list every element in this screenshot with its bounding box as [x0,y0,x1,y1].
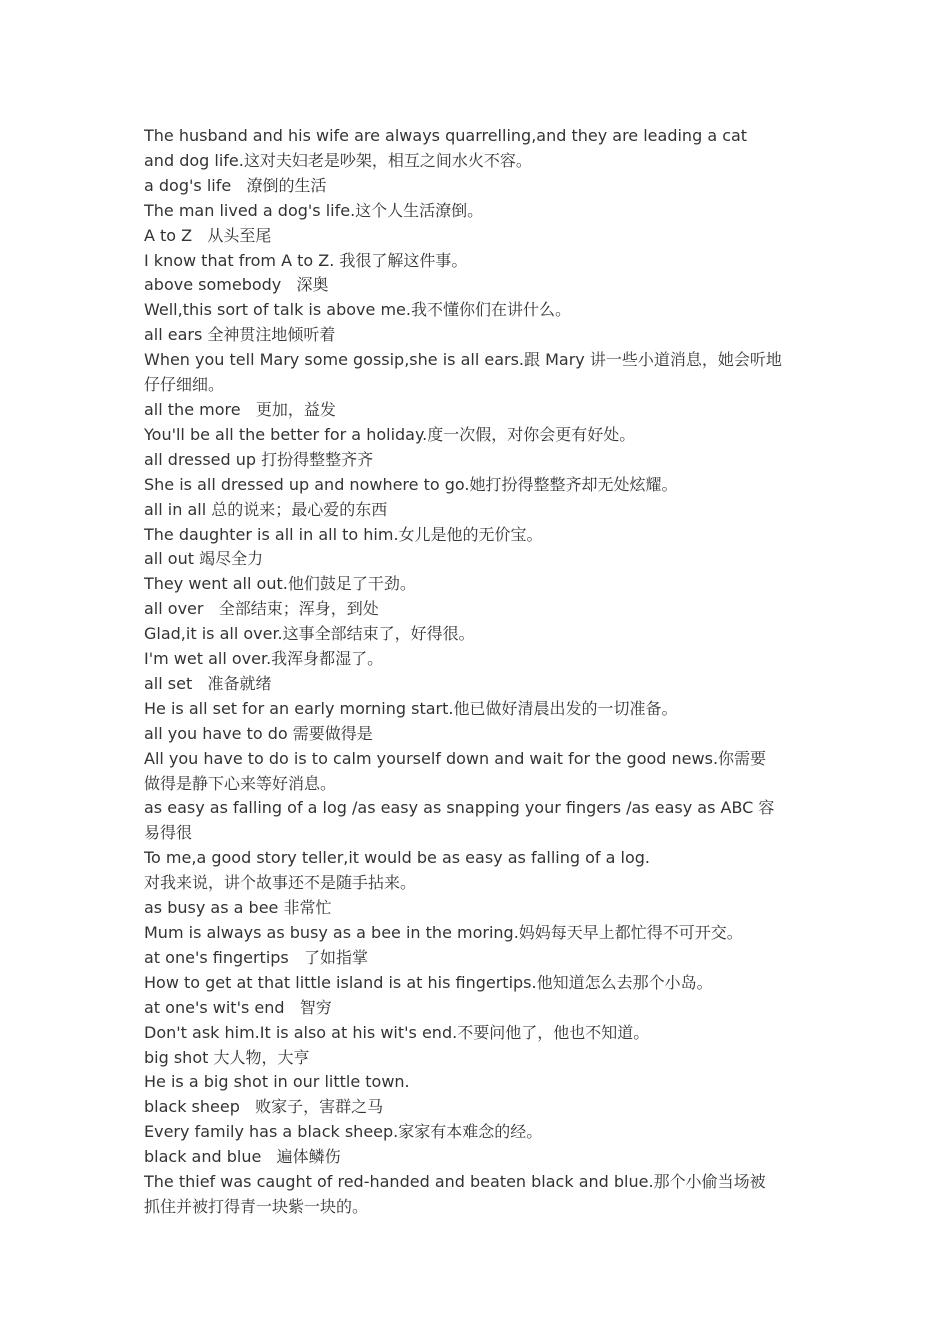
text-line: He is a big shot in our little town. [144,1072,410,1092]
text-line: and dog life.这对夫妇老是吵架，相互之间水火不容。 [144,150,532,170]
text-line: all ears 全神贯注地倾听着 [144,325,336,345]
text-line: Don't ask him.It is also at his wit's end.不要问他了，他也不知道。 [144,1022,650,1042]
text-line: How to get at that little island is at his fingertips.他知道怎么去那个小岛。 [144,972,713,992]
text-line: all out 竭尽全力 [144,549,264,569]
text-line: 抓住并被打得青一块紫一块的。 [144,1196,369,1216]
document-body [144,124,812,1220]
text-line: The thief was caught of red-handed and beaten black and blue.那个小偷当场被 [144,1172,766,1192]
text-line: To me,a good story teller,it would be as easy as falling of a log. [144,848,650,868]
text-line: as busy as a bee 非常忙 [144,898,332,918]
text-line: I'm wet all over.我浑身都湿了。 [144,649,384,669]
text-line: all you have to do 需要做得是 [144,723,373,743]
text-line: at one's fingertips 了如指掌 [144,947,369,967]
text-line: She is all dressed up and nowhere to go.她打扮得整整齐却无处炫耀。 [144,474,678,494]
text-line: A to Z 从头至尾 [144,225,272,245]
text-line: all the more 更加，益发 [144,399,336,419]
text-line: 对我来说，讲个故事还不是随手拈来。 [144,873,417,893]
text-line: When you tell Mary some gossip,she is all ears.跟 Mary 讲一些小道消息，她会听地 [144,350,782,370]
text-line: I know that from A to Z. 我很了解这件事。 [144,250,468,270]
text-line: all in all 总的说来；最心爱的东西 [144,499,388,519]
text-line: 仔仔细细。 [144,375,225,395]
text-line: Every family has a black sheep.家家有本难念的经。 [144,1122,543,1142]
text-line: The husband and his wife are always quarrelling,and they are leading a cat [144,126,748,145]
text-line: above somebody 深奥 [144,275,329,295]
text-line: He is all set for an early morning start.他已做好清晨出发的一切准备。 [144,698,678,718]
text-line: Glad,it is all over.这事全部结束了，好得很。 [144,624,475,644]
text-line: all dressed up 打扮得整整齐齐 [144,449,374,469]
text-line: black sheep 败家子，害群之马 [144,1097,384,1117]
text-line: big shot 大人物，大亨 [144,1047,310,1067]
text-line: They went all out.他们鼓足了干劲。 [144,574,416,594]
text-line: at one's wit's end 智穷 [144,997,332,1017]
text-line: You'll be all the better for a holiday.度一次假，对你会更有好处。 [144,424,636,444]
text-line: 做得是静下心来等好消息。 [144,773,337,793]
text-line: The daughter is all in all to him.女儿是他的无价宝。 [144,524,543,544]
text-line: black and blue 遍体鳞伤 [144,1147,341,1167]
text-line: All you have to do is to calm yourself down and wait for the good news.你需要 [144,748,767,768]
text-line: The man lived a dog's life.这个人生活潦倒。 [144,200,484,220]
text-line: Mum is always as busy as a bee in the moring.妈妈每天早上都忙得不可开交。 [144,923,743,942]
text-line: as easy as falling of a log /as easy as snapping your fingers /as easy as ABC 容 [144,798,775,818]
text-line: a dog's life 潦倒的生活 [144,175,327,195]
text-line: 易得很 [144,823,193,843]
text-line: Well,this sort of talk is above me.我不懂你们在讲什么。 [144,300,571,320]
text-line: all set 准备就绪 [144,673,272,693]
text-line: all over 全部结束；浑身，到处 [144,599,379,619]
